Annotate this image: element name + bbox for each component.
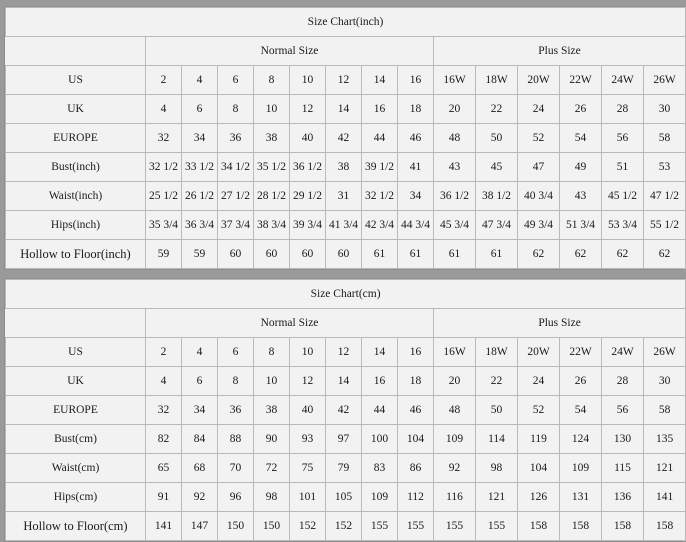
table-row — [6, 182, 686, 211]
table-cell: 45 3/4 — [434, 211, 476, 240]
table-cell: 16 — [398, 66, 434, 95]
table-cell: 6 — [218, 338, 254, 367]
table-cell: 59 — [182, 240, 218, 269]
table-row — [6, 211, 686, 240]
table-cell: 155 — [476, 512, 518, 541]
table-cell: 70 — [218, 454, 254, 483]
group-header-normal: Normal Size — [146, 309, 434, 338]
table-cell: 18 — [398, 95, 434, 124]
row-label: Hips(inch) — [6, 211, 146, 240]
table-cell: 52 — [518, 396, 560, 425]
table-cell: 41 3/4 — [326, 211, 362, 240]
table-cell: 86 — [398, 454, 434, 483]
table-cell: 136 — [602, 483, 644, 512]
table-cell: 61 — [434, 240, 476, 269]
table-cell: 130 — [602, 425, 644, 454]
table-cell: 135 — [644, 425, 686, 454]
table-cell: 39 3/4 — [290, 211, 326, 240]
table-cell: 26 — [560, 367, 602, 396]
table-row — [6, 483, 686, 512]
table-cell: 61 — [362, 240, 398, 269]
table-cell: 51 — [602, 153, 644, 182]
table-cell: 16 — [362, 95, 398, 124]
table-cell: 109 — [362, 483, 398, 512]
table-cell: 98 — [476, 454, 518, 483]
row-label: EUROPE — [6, 124, 146, 153]
table-cell: 20 — [434, 367, 476, 396]
table-cell: 34 — [182, 124, 218, 153]
table-cell: 48 — [434, 124, 476, 153]
row-label: Waist(cm) — [6, 454, 146, 483]
table-cell: 150 — [254, 512, 290, 541]
table-cell: 14 — [326, 95, 362, 124]
table-cell: 158 — [560, 512, 602, 541]
table-cell: 32 1/2 — [362, 182, 398, 211]
table-cell: 47 — [518, 153, 560, 182]
table-cell: 104 — [398, 425, 434, 454]
table-group-row — [6, 309, 686, 338]
table-cell: 158 — [518, 512, 560, 541]
table-cell: 34 — [398, 182, 434, 211]
table-cell: 49 — [560, 153, 602, 182]
row-label: UK — [6, 367, 146, 396]
chart-title: Size Chart(inch) — [6, 8, 686, 37]
table-cell: 58 — [644, 124, 686, 153]
table-cell: 29 1/2 — [290, 182, 326, 211]
table-cell: 36 1/2 — [434, 182, 476, 211]
table-cell: 96 — [218, 483, 254, 512]
table-row — [6, 153, 686, 182]
table-cell: 42 3/4 — [362, 211, 398, 240]
table-cell: 112 — [398, 483, 434, 512]
table-cell: 34 — [182, 396, 218, 425]
table-cell: 79 — [326, 454, 362, 483]
table-cell: 46 — [398, 124, 434, 153]
table-cell: 109 — [434, 425, 476, 454]
table-cell: 18W — [476, 66, 518, 95]
row-label: Waist(inch) — [6, 182, 146, 211]
table-cell: 8 — [218, 367, 254, 396]
table-cell: 2 — [146, 338, 182, 367]
table-cell: 36 1/2 — [290, 153, 326, 182]
table-cell: 56 — [602, 124, 644, 153]
table-cell: 27 1/2 — [218, 182, 254, 211]
table-cell: 50 — [476, 396, 518, 425]
table-cell: 12 — [290, 95, 326, 124]
row-label: Bust(cm) — [6, 425, 146, 454]
table-cell: 6 — [182, 367, 218, 396]
table-cell: 14 — [362, 66, 398, 95]
table-cell: 97 — [326, 425, 362, 454]
table-cell: 38 3/4 — [254, 211, 290, 240]
table-cell: 53 — [644, 153, 686, 182]
chart-title: Size Chart(cm) — [6, 280, 686, 309]
table-row — [6, 338, 686, 367]
table-cell: 84 — [182, 425, 218, 454]
table-cell: 152 — [326, 512, 362, 541]
table-cell: 47 1/2 — [644, 182, 686, 211]
table-cell: 121 — [644, 454, 686, 483]
table-cell: 155 — [362, 512, 398, 541]
table-row — [6, 512, 686, 541]
table-cell: 6 — [218, 66, 254, 95]
row-label: US — [6, 338, 146, 367]
table-cell: 155 — [434, 512, 476, 541]
table-cell: 68 — [182, 454, 218, 483]
table-cell: 8 — [254, 66, 290, 95]
table-row — [6, 396, 686, 425]
table-cell: 54 — [560, 396, 602, 425]
table-cell: 44 3/4 — [398, 211, 434, 240]
table-cell: 115 — [602, 454, 644, 483]
table-cell: 12 — [326, 66, 362, 95]
table-cell: 55 1/2 — [644, 211, 686, 240]
table-cell: 26W — [644, 338, 686, 367]
table-cell: 22W — [560, 338, 602, 367]
size-chart-inch-table — [5, 7, 686, 269]
table-cell: 26 — [560, 95, 602, 124]
group-header-plus: Plus Size — [434, 37, 686, 66]
table-cell: 65 — [146, 454, 182, 483]
table-cell: 6 — [182, 95, 218, 124]
table-cell: 48 — [434, 396, 476, 425]
size-chart-inch — [4, 6, 682, 270]
table-cell: 24 — [518, 95, 560, 124]
table-cell: 32 — [146, 124, 182, 153]
group-header-plus: Plus Size — [434, 309, 686, 338]
table-cell: 2 — [146, 66, 182, 95]
table-cell: 60 — [218, 240, 254, 269]
table-cell: 88 — [218, 425, 254, 454]
table-cell: 40 — [290, 396, 326, 425]
table-cell: 59 — [146, 240, 182, 269]
table-cell: 152 — [290, 512, 326, 541]
row-label: Hips(cm) — [6, 483, 146, 512]
table-cell: 4 — [182, 66, 218, 95]
table-row — [6, 124, 686, 153]
table-cell: 28 1/2 — [254, 182, 290, 211]
table-cell: 28 — [602, 367, 644, 396]
table-cell: 26 1/2 — [182, 182, 218, 211]
table-cell: 30 — [644, 367, 686, 396]
table-cell: 61 — [476, 240, 518, 269]
table-cell: 36 3/4 — [182, 211, 218, 240]
table-cell: 90 — [254, 425, 290, 454]
table-cell: 119 — [518, 425, 560, 454]
table-cell: 25 1/2 — [146, 182, 182, 211]
table-cell: 150 — [218, 512, 254, 541]
row-label: Hollow to Floor(inch) — [6, 240, 146, 269]
table-cell: 30 — [644, 95, 686, 124]
table-cell: 41 — [398, 153, 434, 182]
table-group-row — [6, 37, 686, 66]
table-cell: 83 — [362, 454, 398, 483]
table-cell: 22 — [476, 367, 518, 396]
table-cell: 52 — [518, 124, 560, 153]
table-cell: 42 — [326, 396, 362, 425]
table-cell: 12 — [290, 367, 326, 396]
table-cell: 35 1/2 — [254, 153, 290, 182]
table-cell: 16W — [434, 66, 476, 95]
table-cell: 47 3/4 — [476, 211, 518, 240]
size-chart-cm-table — [5, 279, 686, 541]
table-cell: 62 — [518, 240, 560, 269]
row-label: US — [6, 66, 146, 95]
row-label: Hollow to Floor(cm) — [6, 512, 146, 541]
table-cell: 10 — [290, 66, 326, 95]
table-cell: 28 — [602, 95, 644, 124]
table-cell: 18W — [476, 338, 518, 367]
table-cell: 38 — [254, 396, 290, 425]
table-cell: 51 3/4 — [560, 211, 602, 240]
table-cell: 60 — [290, 240, 326, 269]
table-cell: 39 1/2 — [362, 153, 398, 182]
table-cell: 43 — [434, 153, 476, 182]
corner-cell — [6, 309, 146, 338]
table-cell: 32 1/2 — [146, 153, 182, 182]
table-cell: 58 — [644, 396, 686, 425]
table-cell: 33 1/2 — [182, 153, 218, 182]
table-cell: 72 — [254, 454, 290, 483]
table-cell: 31 — [326, 182, 362, 211]
table-cell: 36 — [218, 396, 254, 425]
table-cell: 38 — [326, 153, 362, 182]
table-cell: 14 — [362, 338, 398, 367]
table-cell: 105 — [326, 483, 362, 512]
table-cell: 36 — [218, 124, 254, 153]
table-cell: 101 — [290, 483, 326, 512]
table-cell: 8 — [254, 338, 290, 367]
table-cell: 24W — [602, 338, 644, 367]
table-cell: 45 — [476, 153, 518, 182]
table-cell: 158 — [602, 512, 644, 541]
table-cell: 4 — [146, 367, 182, 396]
table-cell: 131 — [560, 483, 602, 512]
table-cell: 98 — [254, 483, 290, 512]
table-cell: 22W — [560, 66, 602, 95]
table-cell: 124 — [560, 425, 602, 454]
table-cell: 20W — [518, 66, 560, 95]
row-label: Bust(inch) — [6, 153, 146, 182]
table-cell: 44 — [362, 124, 398, 153]
table-row — [6, 454, 686, 483]
table-cell: 56 — [602, 396, 644, 425]
table-cell: 155 — [398, 512, 434, 541]
table-cell: 91 — [146, 483, 182, 512]
table-cell: 4 — [146, 95, 182, 124]
table-cell: 24 — [518, 367, 560, 396]
table-cell: 10 — [254, 95, 290, 124]
table-cell: 22 — [476, 95, 518, 124]
table-cell: 16 — [398, 338, 434, 367]
table-cell: 100 — [362, 425, 398, 454]
table-cell: 126 — [518, 483, 560, 512]
table-cell: 4 — [182, 338, 218, 367]
row-label: UK — [6, 95, 146, 124]
table-cell: 32 — [146, 396, 182, 425]
table-cell: 49 3/4 — [518, 211, 560, 240]
table-cell: 8 — [218, 95, 254, 124]
table-cell: 109 — [560, 454, 602, 483]
table-cell: 141 — [146, 512, 182, 541]
table-cell: 62 — [644, 240, 686, 269]
table-cell: 40 — [290, 124, 326, 153]
corner-cell — [6, 37, 146, 66]
table-cell: 16W — [434, 338, 476, 367]
table-cell: 116 — [434, 483, 476, 512]
table-cell: 10 — [254, 367, 290, 396]
table-cell: 50 — [476, 124, 518, 153]
table-cell: 141 — [644, 483, 686, 512]
table-cell: 43 — [560, 182, 602, 211]
table-cell: 16 — [362, 367, 398, 396]
table-cell: 46 — [398, 396, 434, 425]
table-cell: 45 1/2 — [602, 182, 644, 211]
table-cell: 114 — [476, 425, 518, 454]
table-cell: 92 — [182, 483, 218, 512]
size-chart-cm — [4, 278, 682, 542]
table-cell: 54 — [560, 124, 602, 153]
table-row — [6, 425, 686, 454]
table-cell: 20W — [518, 338, 560, 367]
table-cell: 62 — [602, 240, 644, 269]
group-header-normal: Normal Size — [146, 37, 434, 66]
row-label: EUROPE — [6, 396, 146, 425]
table-cell: 26W — [644, 66, 686, 95]
table-cell: 34 1/2 — [218, 153, 254, 182]
table-cell: 35 3/4 — [146, 211, 182, 240]
table-cell: 60 — [326, 240, 362, 269]
table-cell: 93 — [290, 425, 326, 454]
table-cell: 44 — [362, 396, 398, 425]
table-row — [6, 367, 686, 396]
table-cell: 60 — [254, 240, 290, 269]
table-cell: 42 — [326, 124, 362, 153]
table-cell: 92 — [434, 454, 476, 483]
table-title-row — [6, 280, 686, 309]
table-row — [6, 95, 686, 124]
table-cell: 24W — [602, 66, 644, 95]
table-cell: 75 — [290, 454, 326, 483]
table-cell: 20 — [434, 95, 476, 124]
table-cell: 158 — [644, 512, 686, 541]
table-cell: 18 — [398, 367, 434, 396]
table-row — [6, 66, 686, 95]
table-cell: 82 — [146, 425, 182, 454]
table-cell: 62 — [560, 240, 602, 269]
table-cell: 12 — [326, 338, 362, 367]
table-cell: 37 3/4 — [218, 211, 254, 240]
table-cell: 40 3/4 — [518, 182, 560, 211]
table-cell: 38 — [254, 124, 290, 153]
table-cell: 38 1/2 — [476, 182, 518, 211]
table-cell: 10 — [290, 338, 326, 367]
table-cell: 53 3/4 — [602, 211, 644, 240]
table-cell: 147 — [182, 512, 218, 541]
table-cell: 61 — [398, 240, 434, 269]
table-cell: 14 — [326, 367, 362, 396]
table-title-row — [6, 8, 686, 37]
table-cell: 104 — [518, 454, 560, 483]
table-cell: 121 — [476, 483, 518, 512]
table-row — [6, 240, 686, 269]
